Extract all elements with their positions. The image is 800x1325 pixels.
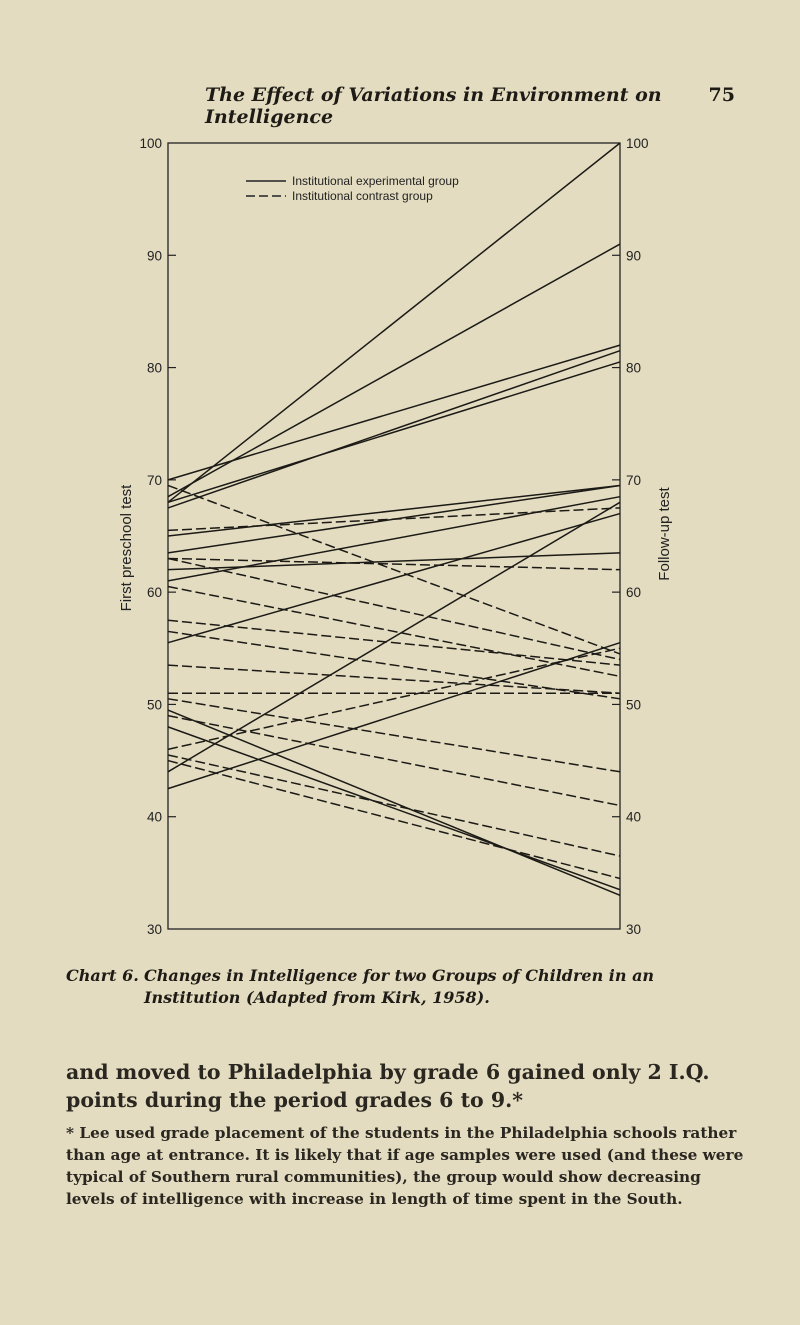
series-group bbox=[168, 143, 620, 895]
experimental-line bbox=[168, 362, 620, 502]
left-tick-label: 80 bbox=[146, 360, 162, 376]
contrast-line bbox=[168, 761, 620, 879]
left-tick-label: 90 bbox=[146, 248, 162, 264]
contrast-line bbox=[168, 558, 620, 659]
left-tick-label: 40 bbox=[146, 809, 162, 825]
caption-text: Changes in Intelligence for two Groups of Children in an Institution (Adapted from Kirk, 1958). bbox=[144, 966, 655, 1007]
left-axis-label: First preschool test bbox=[118, 484, 135, 612]
left-tick-label: 30 bbox=[146, 922, 162, 937]
plot-frame bbox=[168, 143, 620, 929]
contrast-line bbox=[168, 755, 620, 856]
left-tick-label: 60 bbox=[146, 585, 162, 601]
tick-group bbox=[139, 136, 648, 937]
contrast-line bbox=[168, 716, 620, 806]
right-tick-label: 50 bbox=[626, 697, 642, 713]
right-tick-label: 40 bbox=[626, 809, 642, 825]
experimental-line bbox=[168, 514, 620, 643]
running-head-title: The Effect of Variations in Environment on Intelligence bbox=[205, 84, 662, 128]
experimental-line bbox=[168, 710, 620, 895]
experimental-line bbox=[168, 351, 620, 508]
right-tick-label: 90 bbox=[626, 248, 642, 264]
experimental-line bbox=[168, 553, 620, 570]
left-tick-label: 50 bbox=[146, 697, 162, 713]
experimental-line bbox=[168, 345, 620, 480]
body-paragraph: and moved to Philadelphia by grade 6 gained only 2 I.Q. points during the period grades 6 to 9.* bbox=[66, 1060, 710, 1112]
right-axis-label: Follow-up test bbox=[656, 487, 673, 581]
legend-label-contrast: Institutional contrast group bbox=[292, 189, 433, 203]
caption-label: Chart 6. bbox=[66, 966, 139, 985]
chart-caption bbox=[66, 965, 746, 1009]
experimental-line bbox=[168, 727, 620, 890]
right-tick-label: 60 bbox=[626, 585, 642, 601]
page-number: 75 bbox=[708, 84, 735, 106]
contrast-line bbox=[168, 620, 620, 665]
right-tick-label: 30 bbox=[626, 922, 642, 937]
left-tick-label: 100 bbox=[139, 136, 162, 151]
legend-label-experimental: Institutional experimental group bbox=[292, 174, 459, 188]
right-tick-label: 80 bbox=[626, 360, 642, 376]
contrast-line bbox=[168, 665, 620, 693]
footnote: * Lee used grade placement of the students in the Philadelphia schools rather than age at entrance. It is likely that if age samples were used (and these were typical of Southern rural communities), the group would show decreasing levels of intelligence with increase in length of time spent in the South. bbox=[66, 1124, 744, 1208]
left-tick-label: 70 bbox=[146, 472, 162, 488]
right-tick-label: 100 bbox=[626, 136, 649, 151]
experimental-line bbox=[168, 244, 620, 497]
contrast-line bbox=[168, 648, 620, 749]
chart-legend bbox=[246, 174, 459, 203]
right-tick-label: 70 bbox=[626, 472, 642, 488]
